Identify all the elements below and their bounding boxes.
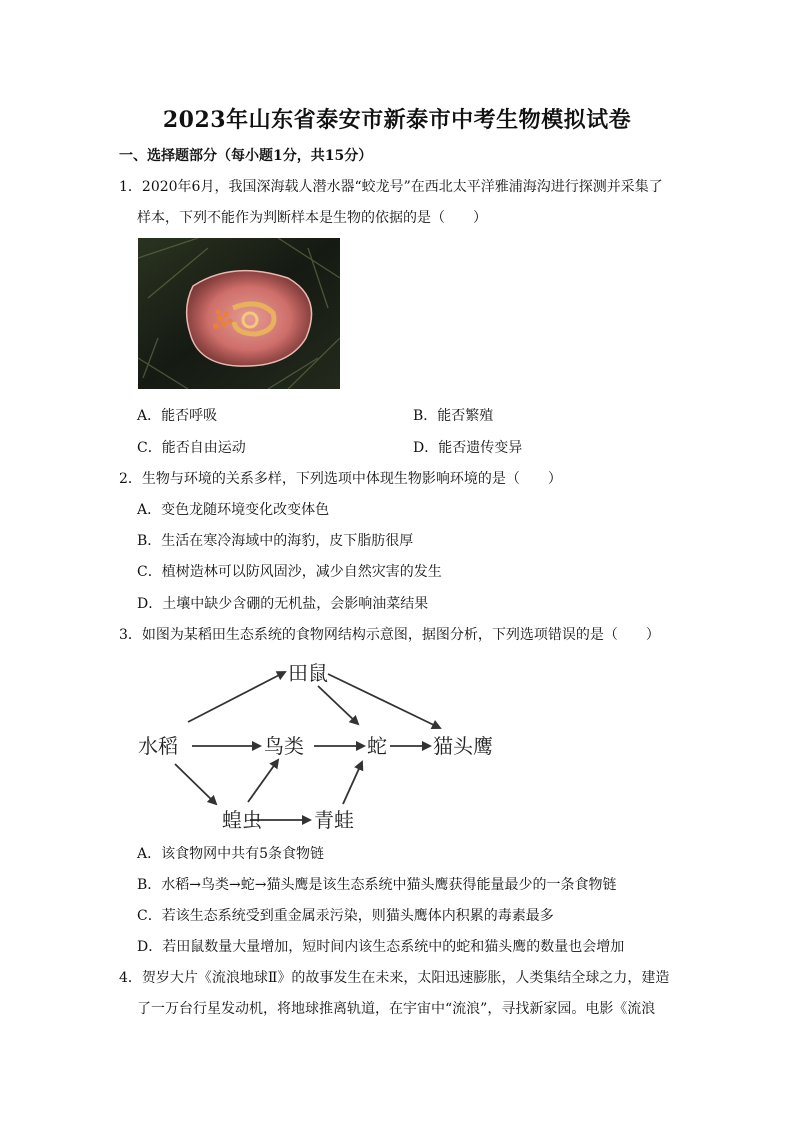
node-bird: 鸟类 — [264, 734, 304, 758]
q1-option-d: D．能否遗传变异 — [413, 440, 523, 456]
q3-option-c: C．若该生态系统受到重金属汞污染，则猫头鹰体内积累的毒素最多 — [137, 908, 554, 924]
q1-option-a: A．能否呼吸 — [137, 408, 218, 424]
question-4-line-1: 4．贺岁大片《流浪地球Ⅱ》的故事发生在未来，太阳迅速膨胀，人类集结全球之力，建造 — [119, 970, 670, 986]
question-2-line-1: 2．生物与环境的关系多样，下列选项中体现生物影响环境的是（ ） — [119, 471, 562, 487]
q3-option-d: D．若田鼠数量大量增加，短时间内该生态系统中的蛇和猫头鹰的数量也会增加 — [137, 939, 625, 955]
node-locust: 蝗虫 — [222, 808, 262, 832]
q2-option-b: B．生活在寒冷海域中的海豹，皮下脂肪很厚 — [137, 533, 414, 549]
q1-option-c: C．能否自由运动 — [137, 440, 246, 456]
question-3-line-1: 3．如图为某稻田生态系统的食物网结构示意图，据图分析，下列选项错误的是（ ） — [119, 627, 660, 643]
node-owl: 猫头鹰 — [433, 734, 493, 758]
question-1-line-1: 1．2020年6月，我国深海载人潜水器“蛟龙号”在西北太平洋雅浦海沟进行探测并采集了 — [119, 179, 663, 195]
photo-image-icon — [138, 238, 340, 389]
question-1-line-2: 样本，下列不能作为判断样本是生物的依据的是（ ） — [137, 210, 487, 226]
node-mouse: 田鼠 — [288, 661, 328, 685]
food-web-arrows — [175, 672, 440, 820]
section-heading: 一、选择题部分（每小题1分，共15分） — [119, 148, 373, 164]
q1-option-b: B．能否繁殖 — [413, 408, 494, 424]
q3-option-b: B．水稻→鸟类→蛇→猫头鹰是该生态系统中猫头鹰获得能量最少的一条食物链 — [137, 877, 617, 893]
q2-option-d: D．土壤中缺少含硼的无机盐，会影响油菜结果 — [137, 596, 429, 612]
food-web-diagram — [130, 652, 530, 834]
deep-sea-creature-photo — [138, 238, 340, 389]
q2-option-a: A．变色龙随环境变化改变体色 — [137, 502, 330, 518]
q3-option-a: A．该食物网中共有5条食物链 — [137, 846, 325, 862]
node-frog: 青蛙 — [314, 808, 354, 832]
node-snake: 蛇 — [367, 734, 387, 758]
q2-option-c: C．植树造林可以防风固沙，减少自然灾害的发生 — [137, 564, 442, 580]
question-4-line-2: 了一万台行星发动机，将地球推离轨道，在宇宙中“流浪”，寻找新家园。电影《流浪 — [137, 1001, 656, 1017]
node-rice: 水稻 — [138, 734, 178, 758]
page-title: 2023年山东省泰安市新泰市中考生物模拟试卷 — [162, 107, 632, 133]
